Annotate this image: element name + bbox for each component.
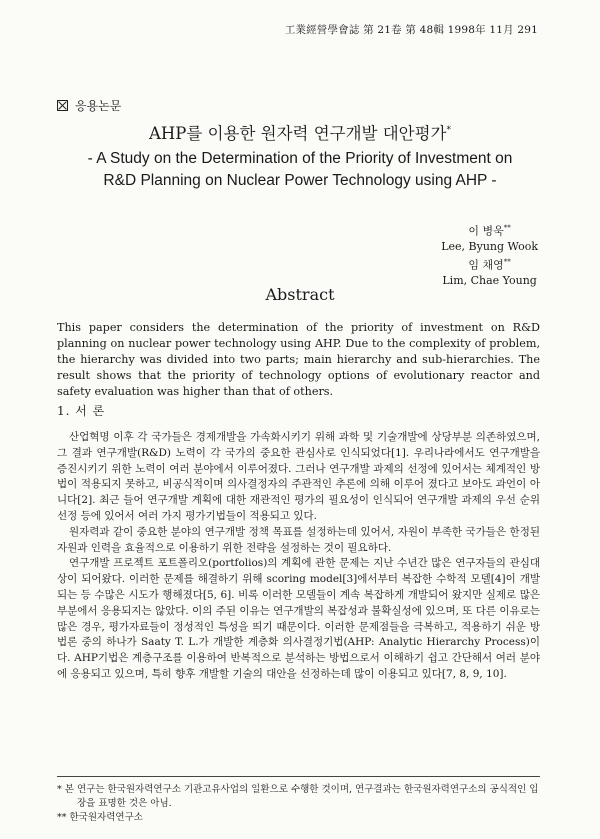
footnotes [57, 783, 540, 825]
author-1-korean [441, 221, 538, 239]
author-1-korean-name: 이 병욱 [468, 224, 504, 238]
introduction-body [57, 430, 540, 683]
abstract-heading: Abstract [265, 285, 335, 304]
footnote-1: * 본 연구는 한국원자력연구소 기관고유사업의 일환으로 수행한 것이며, 연구결과는 한국원자력연구소의 공식적인 입장을 표명한 것은 아님. [57, 784, 539, 809]
paper-title-english-line2: R&D Planning on Nuclear Power Technology using AHP - [103, 172, 497, 189]
author-block [441, 221, 538, 288]
author-2-korean-name: 임 채영 [468, 258, 504, 272]
abstract-body: This paper considers the determination of the priority of investment on R&D planning on nuclear power technology using AHP. Due to the complexity of problem, the hierarchy was divided into two parts; main hierarchy and sub-hierarchies. The result shows that the priority of technology options of evolutionary reactor and safety evaluation was higher than that of others. [57, 321, 540, 398]
paragraph: 원자력과 같이 중요한 분야의 연구개발 정책 목표를 설정하는데 있어서, 자원이 부족한 국가들은 한정된 자원과 인력을 효율적으로 이용하기 위한 전략을 설정하는 것이 필요하다. [57, 525, 540, 554]
author-2-english: Lim, Chae Young [442, 273, 537, 287]
section-heading-introduction: 1. 서 론 [57, 404, 106, 418]
crossed-box-icon [57, 100, 68, 111]
paragraph: 연구개발 프로젝트 포트폴리오(portfolios)의 계획에 관한 문제는 지난 수년간 많은 연구자들의 관심대상이 되어왔다. 이러한 문제를 해결하기 위해 scoring model[3]에서부터 복잡한 수학적 모델[4]이 개발되는 등 수많은 시도가 행해졌다[5, 6]. 비록 이러한 모델들이 계속 복잡하게 개발되어 왔지만 실제로 많은 부분에서 응용되지는 않았다. 이의 주된 이유는 연구개발의 복잡성과 불확실성에 있으며, 또 다른 이유로는 많은 경우, 평가자료들이 정성적인 특성을 띄기 때문이다. 이러한 문제점들을 극복하고, 적용하기 쉬운 방법론 중의 하나가 Saaty T. L.가 개발한 계층화 의사결정기법(AHP: Analytic Hierarchy Process)이다. AHP기법은 계층구조를 이용하여 반복적으로 분석하는 방법으로서 이해하기 쉽고 간단해서 여러 분야에 응용되고 있으며, 특히 향후 개발할 기술의 대안을 선정하는데 많이 이용되고 있다[7, 8, 9, 10]. [57, 557, 540, 680]
footnote-2: ** 한국원자력연구소 [57, 812, 143, 823]
paper-title-korean-text: AHP를 이용한 원자력 연구개발 대안평가 [149, 124, 447, 143]
footnote-divider [57, 776, 540, 777]
paragraph: 산업혁명 이후 각 국가들은 경제개발을 가속화시키기 위해 과학 및 기술개발에 상당부분 의존하였으며, 그 결과 연구개발(R&D) 노력이 각 국가의 중요한 관심사로 인식되었다[1]. 우리나라에서도 연구개발을 증진시키기 위한 노력이 여러 분야에서 이루어졌다. 그러나 연구개발 과제의 선정에 있어서는 체계적인 방법이 적용되지 못하고, 비공식적이며 의사결정자의 주관적인 추론에 의해 이루어 졌다고 보아도 과언이 아니다[2]. 최근 들어 연구개발 계획에 대한 재관적인 평가의 필요성이 인식되어 연구개발 과제의 우선 순위 선정 등에 있어서 여러 가지 평가기법들이 적용되고 있다. [57, 431, 540, 522]
author-2-mark: ** [503, 257, 511, 266]
running-head: 工業經營學會誌 第 21卷 第 48輯 1998年 11月 291 [284, 24, 538, 36]
paper-title-english [0, 148, 600, 192]
section-tag [57, 97, 121, 114]
author-2-korean [441, 255, 538, 273]
title-footnote-mark: * [446, 125, 451, 136]
paper-title-korean [0, 120, 600, 144]
author-1-english: Lee, Byung Wook [441, 240, 538, 254]
paper-title-english-line1: - A Study on the Determination of the Priority of Investment on [87, 150, 513, 167]
section-tag-label: 응용논문 [75, 99, 122, 113]
author-1-mark: ** [503, 224, 511, 232]
